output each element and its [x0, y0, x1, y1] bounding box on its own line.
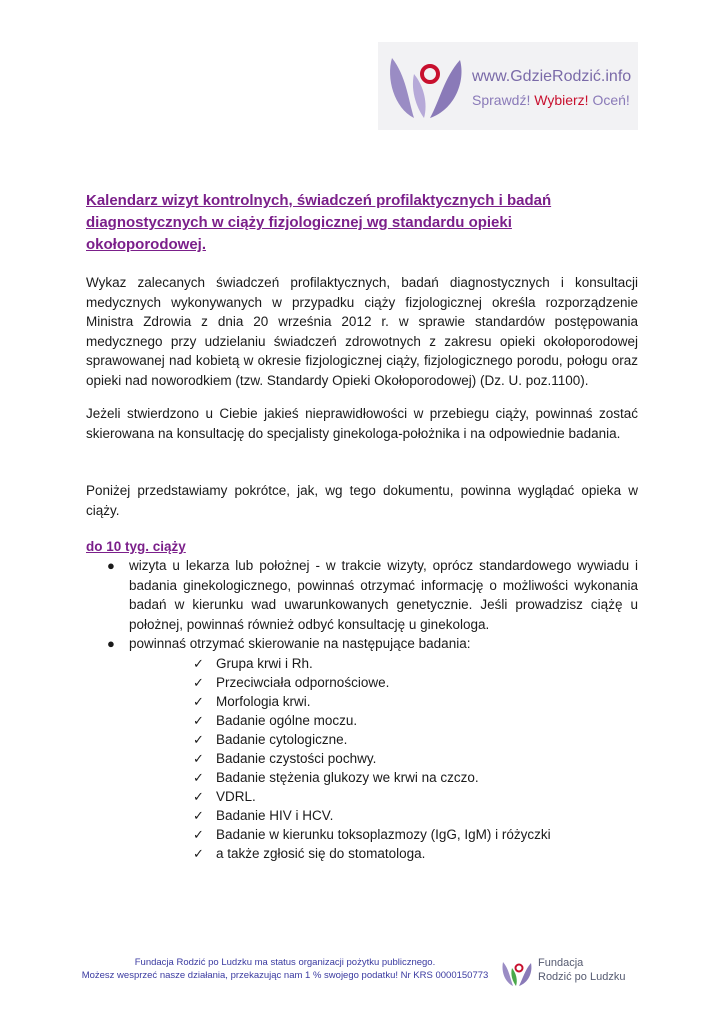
footer-logo-text [538, 956, 625, 984]
header-logo [378, 42, 638, 130]
check-text: Morfologia krwi. [216, 693, 311, 709]
check-item [129, 711, 638, 730]
check-icon: ✓ [193, 712, 204, 728]
gdzierodzic-logo-icon [384, 48, 468, 124]
footer-line-2: Możesz wesprzeć nasze działania, przekazując nam 1 % swojego podatku! Nr KRS 0000150773 [81, 970, 489, 981]
check-icon: ✓ [193, 769, 204, 785]
check-item [129, 825, 638, 844]
check-icon: ✓ [193, 788, 204, 804]
header-url: www.GdzieRodzić.info [472, 68, 632, 85]
document-title: Kalendarz wizyt kontrolnych, świadczeń profilaktycznych i badań diagnostycznych w ciąży fizjologicznej wg standardu opieki okołoporodowej. [86, 192, 552, 253]
bullet-text-referral: powinnaś otrzymać skierowanie na następujące badania: [129, 636, 471, 651]
bullet-icon: ● [107, 636, 115, 651]
check-icon: ✓ [193, 845, 204, 861]
abnormalities-paragraph: Jeżeli stwierdzono u Ciebie jakieś nieprawidłowości w przebiegu ciąży, powinnaś zostać skierowana na konsultację do specjalisty ginekologa-położnika i na odpowiednie badania. [86, 406, 638, 441]
check-text: Badanie czystości pochwy. [216, 750, 377, 766]
header-tagline [472, 92, 630, 108]
check-item [129, 730, 638, 749]
check-text: Przeciwciała odpornościowe. [216, 674, 390, 690]
check-item [129, 787, 638, 806]
fundacja-logo-icon [500, 958, 534, 988]
summary-paragraph: Poniżej przedstawiamy pokrótce, jak, wg tego dokumentu, powinna wyglądać opieka w ciąży. [86, 483, 638, 518]
footer-logo-line-1: Fundacja [538, 957, 584, 969]
check-icon: ✓ [193, 807, 204, 823]
footer-logo [500, 956, 640, 992]
footer-text [70, 956, 500, 982]
check-item [129, 844, 638, 863]
check-item [129, 806, 638, 825]
check-icon: ✓ [193, 750, 204, 766]
check-icon: ✓ [193, 655, 204, 671]
check-icon: ✓ [193, 731, 204, 747]
bullet-list [86, 556, 638, 863]
footer-line-1: Fundacja Rodzić po Ludzku ma status organizacji pożytku publicznego. [134, 957, 436, 968]
check-text: Badanie HIV i HCV. [216, 807, 334, 823]
check-item [129, 654, 638, 673]
list-item [86, 556, 638, 634]
check-text: Badanie cytologiczne. [216, 731, 348, 747]
check-text: Badanie w kierunku toksoplazmozy (IgG, IgM) i różyczki [216, 826, 551, 842]
bullet-icon: ● [107, 558, 115, 573]
check-text: Badanie stężenia glukozy we krwi na czczo. [216, 769, 479, 785]
bullet-text-visit: wizyta u lekarza lub położnej - w trakcie wizyty, oprócz standardowego wywiadu i badania ginekologicznego, powinnaś otrzymać informację o możliwości wykonania badań w kierunku wad uwarunkowanych genetycznie. Jeśli prowadzisz ciążę u położnej, powinnaś również odbyć konsultację u ginekologa. [129, 558, 638, 632]
check-text: Badanie ogólne moczu. [216, 712, 358, 728]
checklist [129, 654, 638, 863]
check-icon: ✓ [193, 674, 204, 690]
tagline-sprawdz: Sprawdź! [472, 92, 531, 108]
check-item [129, 749, 638, 768]
check-text: Grupa krwi i Rh. [216, 655, 313, 671]
check-text: VDRL. [216, 788, 256, 804]
tagline-wybierz: Wybierz! [534, 92, 589, 108]
check-icon: ✓ [193, 693, 204, 709]
check-item [129, 768, 638, 787]
section-heading: do 10 tyg. ciąży [86, 539, 186, 554]
intro-paragraph: Wykaz zalecanych świadczeń profilaktycznych, badań diagnostycznych i konsultacji medycznych wykonywanych w przypadku ciąży fizjologicznej określa rozporządzenie Ministra Zdrowia z dnia 20 września 2012 r. w sprawie standardów postępowania medycznego przy udzielaniu świadczeń zdrowotnych z zakresu opieki okołoporodowej sprawowanej nad kobietą w okresie fizjologicznej ciąży, fizjologicznego porodu, połogu oraz opieki nad noworodkiem (tzw. Standardy Opieki Okołoporodowej) (Dz. U. poz.1100). [86, 275, 638, 388]
footer-logo-line-2: Rodzić po Ludzku [538, 971, 626, 983]
check-item [129, 692, 638, 711]
list-item [86, 634, 638, 863]
check-text: a także zgłosić się do stomatologa. [216, 845, 426, 861]
check-item [129, 673, 638, 692]
tagline-ocen: Oceń! [592, 92, 630, 108]
check-icon: ✓ [193, 826, 204, 842]
